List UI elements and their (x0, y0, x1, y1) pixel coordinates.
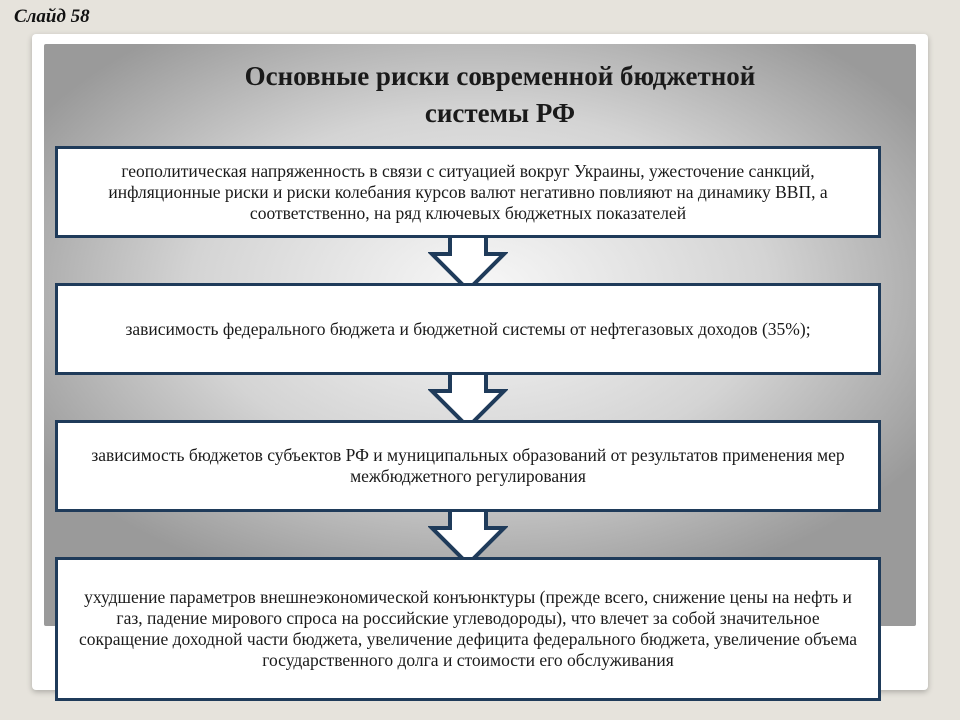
risk-box-geopolitics (55, 146, 881, 238)
slide-title (150, 58, 850, 132)
risk-box-external-conditions (55, 557, 881, 701)
slide-title-line-1: Основные риски современной бюджетной (244, 61, 756, 91)
risk-box-interbudget-regulation (55, 420, 881, 512)
slide-title-line-2: системы РФ (424, 98, 576, 128)
risk-text: ухудшение параметров внешнеэкономической конъюнктуры (прежде всего, снижение цены на нефть и газ, падение мирового спроса на российские углеводороды), что влечет за собой значительное сокращение доходной части бюджета, увеличение дефицита федерального бюджета, увеличение объема государственного долга и стоимости его обслуживания (78, 587, 858, 670)
risk-box-oil-gas-dependence (55, 283, 881, 375)
risk-text: зависимость федерального бюджета и бюджетной системы от нефтегазовых доходов (35%); (125, 318, 811, 339)
slide-number: Слайд 58 (14, 6, 90, 27)
risk-text: зависимость бюджетов субъектов РФ и муниципальных образований от результатов применения мер межбюджетного регулирования (91, 445, 845, 486)
risk-text: геополитическая напряженность в связи с ситуацией вокруг Украины, ужесточение санкций, инфляционные риски и риски колебания курсов валют негативно повлияют на динамику ВВП, а соответственно, на ряд ключевых бюджетных показателей (108, 160, 828, 223)
